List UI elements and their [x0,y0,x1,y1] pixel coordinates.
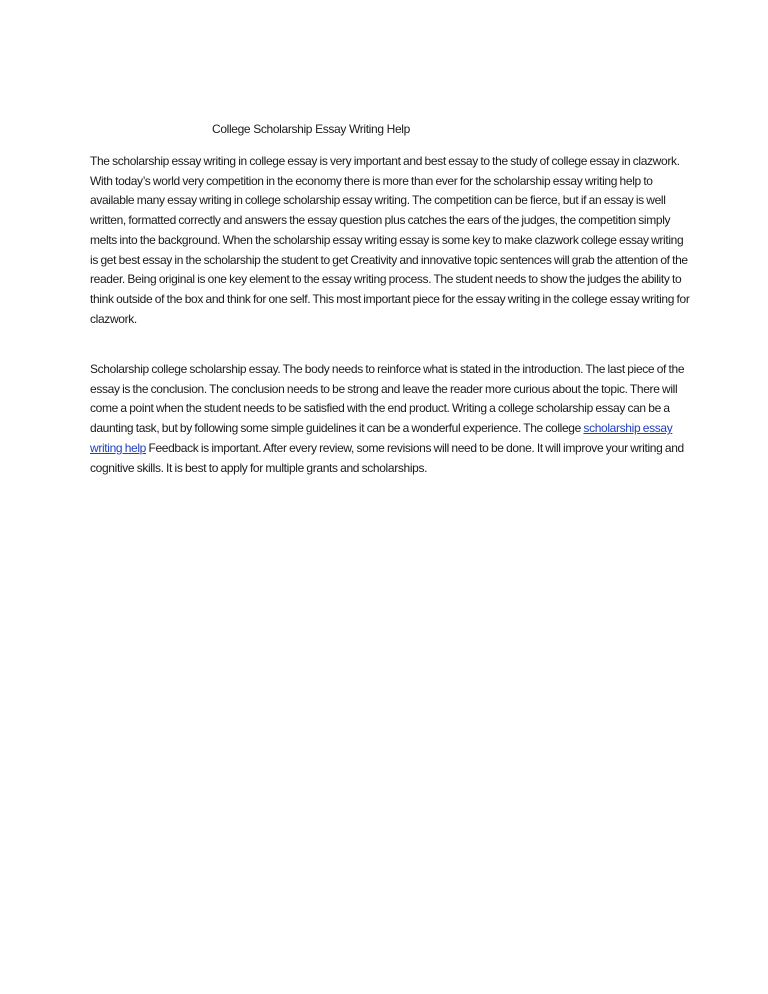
paragraph-2-text-before-link: Scholarship college scholarship essay. The body needs to reinforce what is stated in the introduction. The last piece of the essay is the conclusion. The conclusion needs to be strong and leave the reader more curious about the topic. There will come a point when the student needs to be satisfied with the end product. Writing a college scholarship essay can be a daunting task, but by following some simple guidelines it can be a wonderful experience. The college [90,362,685,436]
scholarship-essay-writing-help-link[interactable]: scholarship essay writing help [90,421,673,455]
paragraph-1: The scholarship essay writing in college essay is very important and best essay to the study of college essay in clazwork. With today’s world very competition in the economy there is more than ever for the scholarship essay writing help to available many essay writing in college scholarship essay writing. The competition can be fierce, but if an essay is well written, formatted correctly and answers the essay question plus catches the ears of the judges, the competition simply melts into the background. When the scholarship essay writing essay is some key to make clazwork college essay writing is get best essay in the scholarship the student to get Creativity and innovative topic sentences will grab the attention of the reader. Being original is one key element to the essay writing process. The student needs to show the judges the ability to think outside of the box and think for one self. This most important piece for the essay writing in the college essay writing for clazwork. [90,154,690,326]
document-title: College Scholarship Essay Writing Help [212,122,410,136]
paragraph-2 [90,360,690,478]
paragraph-2-text-after-link: Feedback is important. After every review, some revisions will need to be done. It will improve your writing and cognitive skills. It is best to apply for multiple grants and scholarships. [90,440,684,475]
